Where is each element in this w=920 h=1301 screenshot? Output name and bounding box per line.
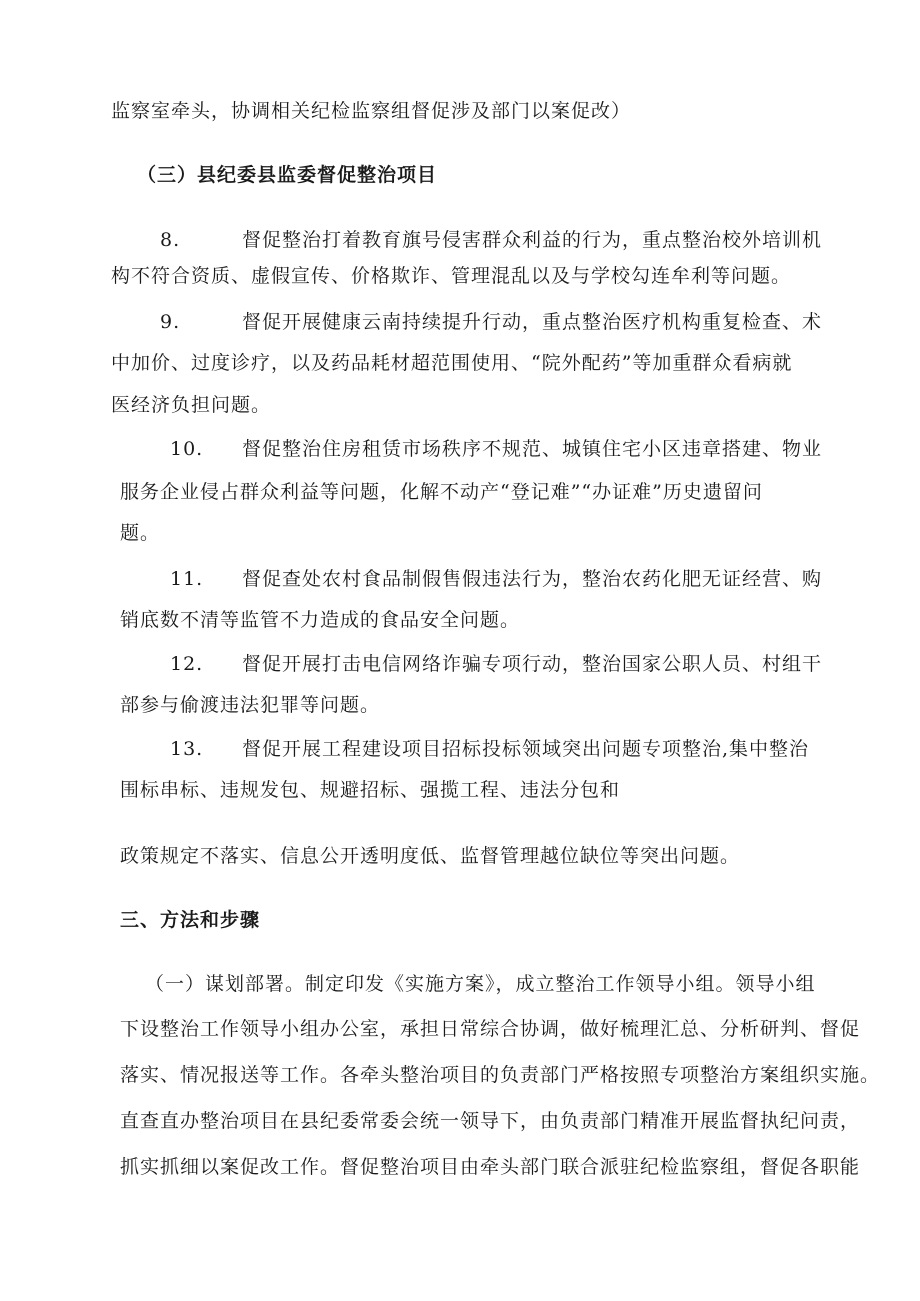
item-number: 10. bbox=[170, 438, 204, 460]
item-text: 督促开展工程建设项目招标投标领域突出问题专项整治,集中整治 bbox=[242, 738, 810, 760]
part-3-para-line-1: （一）谋划部署。制定印发《实施方案》，成立整治工作领导小组。领导小组 bbox=[145, 973, 816, 995]
item-11-line-2: 销底数不清等监管不力造成的食品安全问题。 bbox=[120, 609, 521, 631]
section-3-heading: （三）县纪委县监委督促整治项目 bbox=[137, 164, 438, 186]
part-3-para-line-3: 落实、情况报送等工作。各牵头整治项目的负责部门严格按照专项整治方案组织实施。 bbox=[120, 1064, 881, 1086]
item-10-line-1 bbox=[170, 437, 822, 461]
item-13-line-2: 围标串标、违规发包、规避招标、强揽工程、违法分包和 bbox=[120, 779, 621, 801]
item-10-line-3: 题。 bbox=[120, 522, 161, 544]
item-text: 督促开展健康云南持续提升行动，重点整治医疗机构重复检查、术 bbox=[242, 311, 823, 333]
item-number: 8. bbox=[160, 229, 181, 251]
part-3-para-line-4: 直查直办整治项目在县纪委常委会统一领导下，由负责部门精准开展监督执纪问责， bbox=[120, 1110, 861, 1132]
item-number: 12. bbox=[170, 653, 204, 675]
part-3-para-line-2: 下设整治工作领导小组办公室，承担日常综合协调，做好梳理汇总、分析研判、督促 bbox=[120, 1018, 861, 1040]
item-13-continuation: 政策规定不落实、信息公开透明度低、监督管理越位缺位等突出问题。 bbox=[120, 845, 741, 867]
item-8-line-1 bbox=[160, 228, 822, 252]
intro-tail-line: 监察室牵头，协调相关纪检监察组督促涉及部门以案促改） bbox=[111, 100, 632, 122]
item-9-line-3: 医经济负担问题。 bbox=[111, 394, 272, 416]
part-3-para-line-5: 抓实抓细以案促改工作。督促整治项目由牵头部门联合派驻纪检监察组，督促各职能 bbox=[120, 1156, 861, 1178]
item-12-line-1 bbox=[170, 652, 822, 676]
item-9-line-2: 中加价、过度诊疗，以及药品耗材超范围使用、“院外配药”等加重群众看病就 bbox=[111, 352, 793, 374]
item-text: 督促查处农村食品制假售假违法行为，整治农药化肥无证经营、购 bbox=[242, 568, 823, 590]
item-number: 13. bbox=[170, 738, 204, 760]
item-text: 督促整治住房租赁市场秩序不规范、城镇住宅小区违章搭建、物业 bbox=[242, 438, 823, 460]
item-12-line-2: 部参与偷渡违法犯罪等问题。 bbox=[120, 694, 381, 716]
item-13-line-1 bbox=[170, 737, 809, 761]
part-3-heading: 三、方法和步骤 bbox=[120, 909, 261, 931]
item-10-line-2: 服务企业侵占群众利益等问题，化解不动产“登记难”“办证难”历史遗留问 bbox=[120, 481, 763, 503]
item-8-line-2: 构不符合资质、虚假宣传、价格欺诈、管理混乱以及与学校勾连牟利等问题。 bbox=[111, 265, 792, 287]
item-11-line-1 bbox=[170, 567, 822, 591]
item-9-line-1 bbox=[160, 310, 822, 334]
item-number: 11. bbox=[170, 568, 204, 590]
item-number: 9. bbox=[160, 311, 181, 333]
item-text: 督促整治打着教育旗号侵害群众利益的行为，重点整治校外培训机 bbox=[242, 229, 823, 251]
item-text: 督促开展打击电信网络诈骗专项行动，整治国家公职人员、村组干 bbox=[242, 653, 823, 675]
